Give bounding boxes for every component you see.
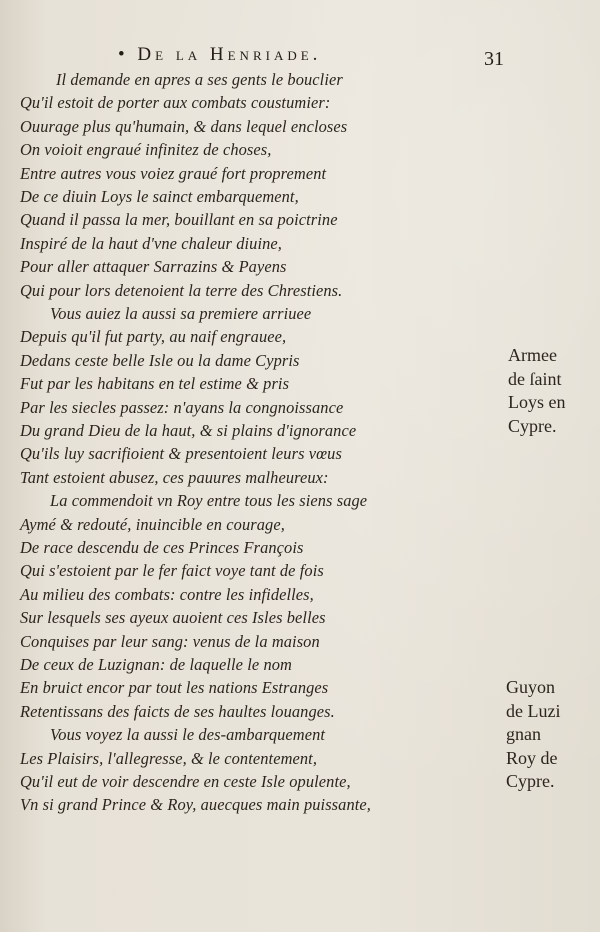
margin-note-line: Armee <box>508 345 557 365</box>
margin-note-line: gnan <box>506 724 541 744</box>
verse-line: Ouurage plus qu'humain, & dans lequel encloses <box>20 116 348 136</box>
verse-line: On voioit engraué infinitez de choses, <box>20 140 272 160</box>
verse-line: Du grand Dieu de la haut, & si plains d'ignorance <box>20 421 357 440</box>
verse-line: Dedans ceste belle Isle ou la dame Cypris <box>20 350 300 370</box>
margin-note-line: Roy de <box>506 747 558 768</box>
verse-line: Qui pour lors detenoient la terre des Chrestiens. <box>20 280 343 300</box>
verse-line: De race descendu de ces Princes François <box>20 538 304 557</box>
verse-line: La commendoit vn Roy entre tous les siens sage <box>50 491 368 511</box>
verse-line: Vous voyez la aussi le des-ambarquement <box>50 725 326 745</box>
verse-line: Inspiré de la haut d'vne chaleur diuine, <box>20 233 282 253</box>
verse-line: Qu'ils luy sacrifioient & presentoient leurs vœus <box>20 444 342 464</box>
margin-note-line: de ſaint <box>508 368 562 389</box>
verse-line: Conquises par leur sang: venus de la maison <box>20 631 320 651</box>
verse-line: Retentissans des faicts de ses haultes louanges. <box>20 701 335 721</box>
verse-line: En bruict encor par tout les nations Estranges <box>20 678 329 698</box>
verse-line: Les Plaisirs, l'allegresse, & le contentement, <box>20 748 318 768</box>
verse-line: Sur lesquels ses ayeux auoient ces Isles belles <box>20 608 326 628</box>
verse-line: Qu'il eut de voir descendre en ceste Isle opulente, <box>20 772 351 791</box>
verse-line: Par les siecles passez: n'ayans la congnoissance <box>20 397 344 417</box>
verse-line: Qui s'estoient par le fer faict voye tant de fois <box>20 561 324 581</box>
verse-line: Il demande en apres a ses gents le bouclier <box>56 70 343 89</box>
verse-line: Qu'il estoit de porter aux combats coustumier: <box>20 93 331 113</box>
margin-note-guyon <box>506 676 560 794</box>
verse-line: Tant estoient abusez, ces pauures malheureux: <box>20 467 329 487</box>
verse-line: Quand il passa la mer, bouillant en sa poictrine <box>20 210 338 230</box>
verse-line: Aymé & redouté, inuincible en courage, <box>20 514 285 534</box>
margin-note-line: de Luzi <box>506 700 561 721</box>
margin-note-line: Loys en <box>508 392 566 412</box>
margin-note-line: Guyon <box>506 677 555 697</box>
page-number: 31 <box>484 48 504 70</box>
verse-line: Vous auiez la aussi sa premiere arriuee <box>50 304 312 323</box>
verse-line: Pour aller attaquer Sarrazins & Payens <box>20 257 287 277</box>
verse-line: Au milieu des combats: contre les infidelles, <box>20 584 314 604</box>
running-title: • De la Henriade. <box>118 44 322 65</box>
verse-line: Fut par les habitans en tel estime & pris <box>20 374 290 394</box>
margin-note-armee <box>508 344 566 438</box>
margin-note-line: Cypre. <box>506 771 555 791</box>
verse-line: De ce diuin Loys le sainct embarquement, <box>20 187 299 206</box>
verse-line: De ceux de Luzignan: de laquelle le nom <box>20 655 292 674</box>
margin-note-line: Cypre. <box>508 415 557 436</box>
verse-line: Vn si grand Prince & Roy, auecques main puissante, <box>20 795 371 815</box>
verse-line: Entre autres vous voiez graué fort proprement <box>20 163 327 183</box>
verse-line: Depuis qu'il fut party, au naif engrauee, <box>20 327 287 347</box>
